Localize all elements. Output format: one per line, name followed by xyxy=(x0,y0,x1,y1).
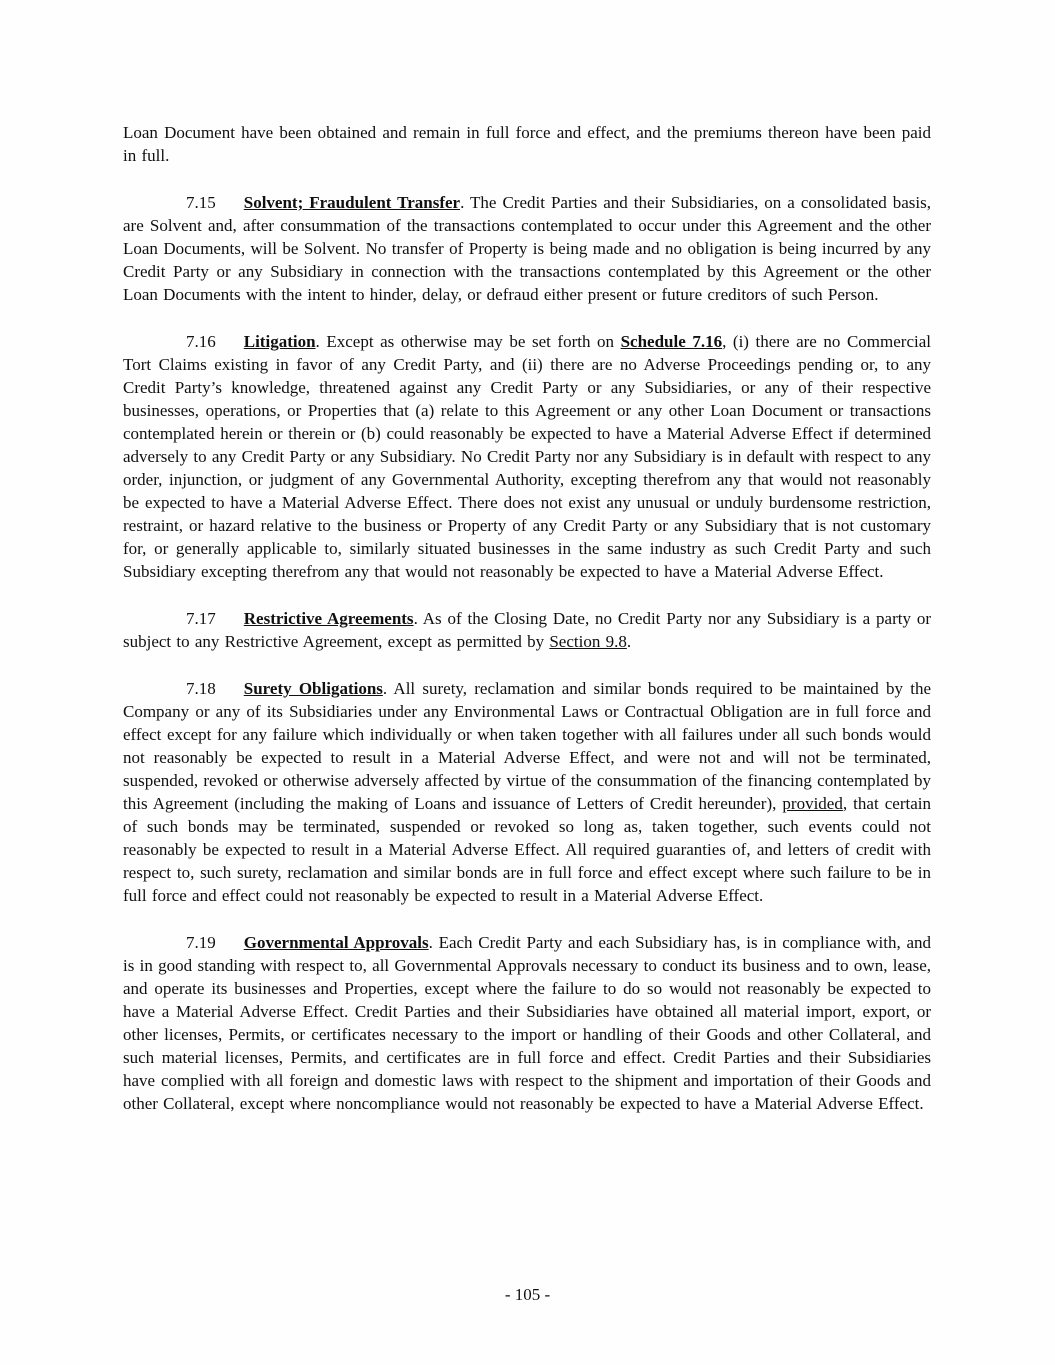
section-heading: Restrictive Agreements xyxy=(243,609,414,628)
section-text: . Except as otherwise may be set forth on xyxy=(315,332,621,351)
section-reference: Section 9.8 xyxy=(549,632,627,651)
paragraph-text: Loan Document have been obtained and remain in full force and effect, and the premiums thereon have been paid in full. xyxy=(123,123,931,165)
section-text: , (i) there are no Commercial Tort Claims existing in favor of any Credit Party, and (ii) there are no Adverse Proceedings pending or, to any Credit Party’s knowledge, threatened against any Credit Party or any Subsidiaries, or any of their respective businesses, operations, or Properties that (a) relate to this Agreement or any other Loan Document or transactions contemplated herein or therein or (b) could reasonably be expected to have a Material Adverse Effect if determined adversely to any Credit Party or any Subsidiary. No Credit Party nor any Subsidiary is in default with respect to any order, injunction, or judgment of any Governmental Authority, excepting therefrom any that would not reasonably be expected to have a Material Adverse Effect. There does not exist any unusual or unduly burdensome restriction, restraint, or hazard relative to the business or Property of any Credit Party or any Subsidiary that is not customary for, or generally applicable to, similarly situated businesses in the same industry as such Credit Party and such Subsidiary excepting therefrom any that would not reasonably be expected to have a Material Adverse Effect. xyxy=(123,332,931,581)
document-body xyxy=(123,121,931,1115)
section-number: 7.17 xyxy=(186,609,216,628)
section-number: 7.19 xyxy=(186,933,216,952)
section-heading: Surety Obligations xyxy=(243,679,383,698)
section-number: 7.16 xyxy=(186,332,216,351)
section-number: 7.18 xyxy=(186,679,216,698)
section-7-17 xyxy=(123,607,931,653)
schedule-reference: Schedule 7.16 xyxy=(620,332,723,351)
section-7-18 xyxy=(123,677,931,907)
paragraph-continuation xyxy=(123,121,931,167)
section-text: . As of the Closing Date, no Credit Party nor any Subsidiary is a party or subject to any Restrictive Agreement, except as permitted by xyxy=(123,609,931,651)
section-7-19 xyxy=(123,931,931,1115)
section-heading: Solvent; Fraudulent Transfer xyxy=(243,193,461,212)
section-heading: Litigation xyxy=(243,332,316,351)
proviso-reference: provided xyxy=(782,794,843,813)
section-text: . xyxy=(626,632,632,651)
section-text: . All surety, reclamation and similar bonds required to be maintained by the Company or any of its Subsidiaries under any Environmental Laws or Contractual Obligation are in full force and effect except for any failure which individually or when taken together with all failures under all such bonds would not reasonably be expected to result in a Material Adverse Effect, and were not and will not be terminated, suspended, revoked or otherwise adversely affected by virtue of the consummation of the financing contemplated by this Agreement (including the making of Loans and issuance of Letters of Credit hereunder), xyxy=(123,679,931,813)
section-text: . The Credit Parties and their Subsidiaries, on a consolidated basis, are Solvent and, after consummation of the transactions contemplated to occur under this Agreement and the other Loan Documents, will be Solvent. No transfer of Property is being made and no obligation is being incurred by any Credit Party or any Subsidiary in connection with the transactions contemplated by this Agreement or the other Loan Documents with the intent to hinder, delay, or defraud either present or future creditors of such Person. xyxy=(123,193,931,304)
section-number: 7.15 xyxy=(186,193,216,212)
page-number: - 105 - xyxy=(504,1285,551,1304)
section-7-15 xyxy=(123,191,931,306)
section-text: , that certain of such bonds may be terminated, suspended or revoked so long as, taken together, such events could not reasonably be expected to result in a Material Adverse Effect. All required guaranties of, and letters of credit with respect to, such surety, reclamation and similar bonds are in full force and effect except where such failure to be in full force and effect could not reasonably be expected to result in a Material Adverse Effect. xyxy=(123,794,931,905)
section-7-16 xyxy=(123,330,931,583)
section-text: . Each Credit Party and each Subsidiary has, is in compliance with, and is in good standing with respect to, all Governmental Approvals necessary to conduct its business and to own, lease, and operate its businesses and Properties, except where the failure to do so would not reasonably be expected to have a Material Adverse Effect. Credit Parties and their Subsidiaries have obtained all material import, export, or other licenses, Permits, or certificates necessary to the import or handling of their Goods and other Collateral, and such material licenses, Permits, and certificates are in full force and effect. Credit Parties and their Subsidiaries have complied with all foreign and domestic laws with respect to the shipment and importation of their Goods and other Collateral, except where noncompliance would not reasonably be expected to have a Material Adverse Effect. xyxy=(123,933,931,1113)
section-heading: Governmental Approvals xyxy=(243,933,429,952)
